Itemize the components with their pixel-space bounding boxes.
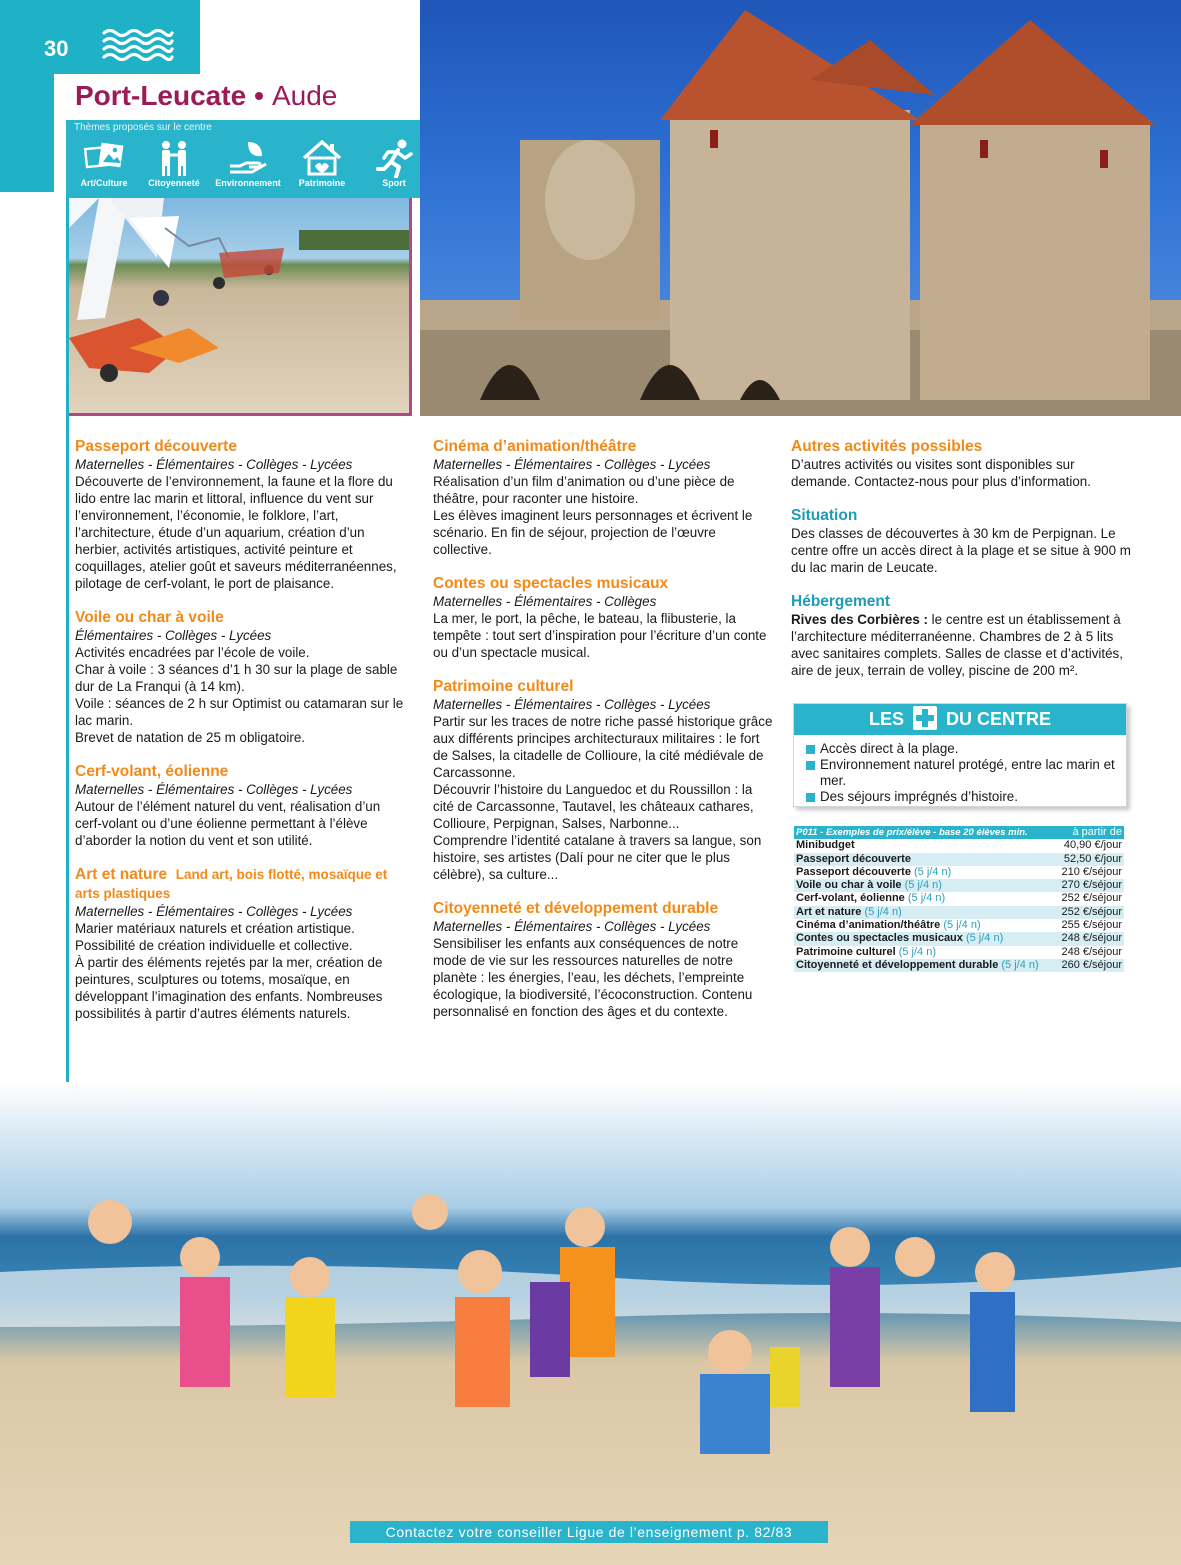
table-row (794, 906, 1124, 919)
section-text: La mer, le port, la pêche, le bateau, la flibusterie, la tempête : tout sert d’inspiration pour l’écriture d’un conte ou d’un spectacle musical. (433, 611, 767, 660)
table-row (794, 959, 1124, 972)
section-citoyennete (433, 899, 773, 1020)
column-3 (791, 437, 1131, 695)
price-table-header (794, 826, 1124, 839)
section-title-main: Art et nature (75, 866, 168, 883)
row-price: 270 €/séjour (1056, 879, 1124, 892)
section-levels: Maternelles - Élémentaires - Collèges - Lycées (75, 904, 353, 919)
row-duration: (5 j/4 n) (901, 879, 942, 892)
section-levels: Maternelles - Élémentaires - Collèges - Lycées (433, 919, 711, 934)
row-duration: (5 j/4 n) (998, 958, 1039, 971)
row-duration: (5 j/4 n) (861, 905, 902, 918)
highlights-box (793, 703, 1127, 807)
price-from: à partir de (1056, 826, 1124, 839)
row-name: Cinéma d’animation/théâtre (796, 919, 941, 932)
section-text: Découverte de l’environnement, la faune et la flore du lido entre lac marin et littoral, influence du vent sur l’environnement, l’économie, le folklore, l’art, l’architecture, étude d’un aquarium, création d’un herbier, activités artistiques, activité peinture et coquillages, atelier goût et saveurs méditerranéennes, pilotage de cerf-volant, le port de plaisance. (75, 474, 397, 591)
table-row (794, 919, 1124, 932)
page-number: 30 (44, 36, 69, 61)
theme-label: Art/Culture (80, 178, 128, 188)
section-title: Citoyenneté et développement durable (433, 900, 719, 917)
row-duration: (5 j/4 n) (962, 932, 1004, 945)
theme-label: Citoyenneté (148, 178, 200, 188)
table-row (794, 866, 1124, 879)
row-price: 260 €/séjour (1056, 959, 1124, 972)
citizenship-icon (152, 138, 196, 178)
heritage-icon (300, 138, 344, 178)
section-text: Autour de l’élément naturel du vent, réalisation d’un cerf-volant ou d’une éolienne permettant à l’élève d’aborder la notion du vent et son utilité. (75, 799, 381, 848)
list-item: Accès direct à la plage. (806, 741, 1116, 757)
section-text: Comprendre l’identité catalane à travers sa langue, son histoire, ses artistes (Dalí pour ne citer que le plus célèbre), sa culture... (433, 833, 762, 882)
title-region: Aude (271, 80, 338, 111)
row-price: 210 €/séjour (1061, 865, 1122, 878)
section-subtitle: Land art, bois flotté, mosaïque et arts plastiques (75, 867, 388, 901)
side-tab (0, 0, 54, 192)
section-text: Marier matériaux naturels et création artistique. Possibilité de création individuelle et collective. (75, 921, 355, 953)
children-beach-photo (0, 1082, 1181, 1565)
table-row (794, 932, 1124, 945)
row-price: 252 €/séjour (1056, 906, 1124, 919)
title-place: Port-Leucate (75, 80, 247, 111)
section-title: Contes ou spectacles musicaux (433, 575, 669, 592)
row-name: Minibudget (796, 839, 855, 852)
title-separator: • (254, 80, 264, 111)
theme-environnement (212, 136, 284, 198)
section-text: Les élèves imaginent leurs personnages et écrivent le scénario. En fin de séjour, projection de l’œuvre collective. (433, 508, 753, 557)
row-duration: (5 j/4 n) (940, 919, 981, 932)
section-art-nature (75, 865, 409, 1022)
price-code: P011 - (796, 827, 826, 838)
section-situation (791, 506, 1131, 576)
row-name: Cerf-volant, éolienne (796, 892, 905, 905)
theme-label: Environnement (215, 178, 281, 188)
section-text: Partir sur les traces de notre riche passé historique grâce aux différents principes architecturaux militaires : le fort de Salses, la citadelle de Collioure, la cité médiévale de Carcassonne. (433, 714, 773, 780)
price-table-title (794, 826, 1056, 839)
row-price: 40,90 €/jour (1063, 839, 1122, 852)
table-row (794, 892, 1124, 905)
art-culture-icon (82, 138, 126, 178)
theme-label: Patrimoine (298, 178, 346, 188)
section-text: Voile : séances de 2 h sur Optimist ou catamaran sur le lac marin. (75, 696, 404, 728)
runner-icon (372, 138, 416, 178)
section-title (75, 865, 409, 903)
themes-label: Thèmes proposés sur le centre (74, 122, 212, 133)
table-row (794, 853, 1124, 866)
row-name: Contes ou spectacles musicaux (796, 932, 963, 945)
row-name: Citoyenneté et développement durable (796, 958, 999, 971)
section-hebergement (791, 592, 1131, 679)
plus-icon (913, 706, 937, 730)
row-name: Patrimoine culturel (796, 945, 896, 958)
row-price: 52,50 €/jour (1056, 853, 1124, 866)
contact-footer: Contactez votre conseiller Ligue de l’enseignement p. 82/83 (350, 1521, 828, 1543)
theme-patrimoine (286, 136, 358, 198)
section-text: À partir des éléments rejetés par la mer, création de peintures, sculptures ou totems, mosaïque, en développant l’imagination des enfants. Nombreuses possibilités à partir d’autres éléments naturels. (75, 955, 383, 1021)
themes-bar (66, 120, 434, 198)
section-title: Cinéma d’animation/théâtre (433, 438, 637, 455)
section-title: Autres activités possibles (791, 438, 983, 455)
section-levels: Élémentaires - Collèges - Lycées (75, 628, 272, 643)
row-price: 248 €/séjour (1061, 945, 1122, 958)
section-cerf-volant (75, 762, 409, 849)
row-name: Art et nature (796, 905, 862, 918)
column-2 (433, 437, 773, 1036)
row-name: Voile ou char à voile (796, 879, 902, 892)
section-levels: Maternelles - Élémentaires - Collèges - Lycées (75, 457, 353, 472)
section-passeport-decouverte (75, 437, 409, 592)
row-name: Passeport découverte (796, 852, 911, 865)
section-patrimoine (433, 677, 773, 883)
highlights-header-right: DU CENTRE (946, 709, 1052, 729)
table-row (794, 946, 1124, 959)
section-title: Voile ou char à voile (75, 609, 224, 626)
environment-icon (226, 138, 270, 178)
section-title: Passeport découverte (75, 438, 237, 455)
theme-citoyennete (138, 136, 210, 198)
row-duration: (5 j/4 n) (895, 945, 936, 958)
row-price: 255 €/séjour (1061, 919, 1122, 932)
accommodation-name: Rives des Corbières : (791, 612, 928, 627)
theme-art-culture (68, 136, 140, 198)
section-text: Sensibiliser les enfants aux conséquences de notre mode de vie sur les ressources naturelles de notre planète : les énergies, l’eau, les déchets, l’empreinte écologique, la biodiversité, l’écoconstruction. Contenu personnalisé en fonction des âges et du contexte. (433, 936, 753, 1019)
section-text: Des classes de découvertes à 30 km de Perpignan. Le centre offre un accès direct à la plage et se situe à 900 m du lac marin de Leucate. (791, 526, 1131, 575)
row-price: 252 €/séjour (1061, 892, 1122, 905)
section-title: Situation (791, 507, 858, 524)
table-row (794, 839, 1124, 852)
row-duration: (5 j/4 n) (904, 892, 946, 905)
section-text: Activités encadrées par l’école de voile. (75, 645, 310, 660)
list-item: Des séjours imprégnés d’histoire. (806, 789, 1116, 805)
section-voile (75, 608, 409, 746)
row-name: Passeport découverte (796, 865, 911, 878)
theme-label: Sport (382, 178, 406, 188)
carcassonne-castle-photo (420, 0, 1181, 416)
highlights-list (794, 735, 1126, 805)
section-title: Hébergement (791, 593, 891, 610)
waves-icon (102, 28, 174, 62)
section-levels: Maternelles - Élémentaires - Collèges (433, 594, 657, 609)
section-text: Brevet de natation de 25 m obligatoire. (75, 730, 306, 745)
section-text (791, 611, 1131, 679)
list-item: Environnement naturel protégé, entre lac marin et mer. (806, 757, 1116, 789)
section-text: D’autres activités ou visites sont disponibles sur demande. Contactez-nous pour plus d’information. (791, 457, 1091, 489)
section-contes (433, 574, 773, 661)
section-levels: Maternelles - Élémentaires - Collèges - Lycées (75, 782, 353, 797)
row-duration: (5 j/4 n) (910, 865, 952, 878)
section-text: Réalisation d’un film d’animation ou d’une pièce de théâtre, pour raconter une histoire. (433, 474, 735, 506)
highlights-header-left: LES (868, 709, 904, 729)
section-title: Cerf-volant, éolienne (75, 763, 229, 780)
land-sailing-photo (66, 198, 412, 416)
section-text: Découvrir l’histoire du Languedoc et du Roussillon : la cité de Carcassonne, Tautavel, les châteaux cathares, Collioure, Perpignan, Salses, Narbonne... (433, 782, 754, 831)
section-levels: Maternelles - Élémentaires - Collèges - Lycées (433, 697, 711, 712)
column-1 (75, 437, 409, 1038)
page-title (75, 80, 337, 112)
section-autres-activites (791, 437, 1131, 490)
section-levels: Maternelles - Élémentaires - Collèges - Lycées (433, 457, 711, 472)
price-table (794, 826, 1124, 972)
highlights-header (794, 704, 1126, 735)
section-title: Patrimoine culturel (433, 678, 574, 695)
section-text: Char à voile : 3 séances d’1 h 30 sur la plage de sable dur de La Franqui (à 14 km). (75, 662, 398, 694)
section-cinema (433, 437, 773, 558)
row-price: 248 €/séjour (1056, 932, 1124, 945)
price-header: Exemples de prix/élève - base 20 élèves min. (825, 827, 1028, 838)
table-row (794, 879, 1124, 892)
accommodation-text: le centre est un établissement à l’architecture méditerranéenne. Chambres de 2 à 5 lits avec sanitaires complets. Salles de classe et d’activités, aire de jeux, terrain de volley, piscine de 200 m². (791, 612, 1123, 678)
